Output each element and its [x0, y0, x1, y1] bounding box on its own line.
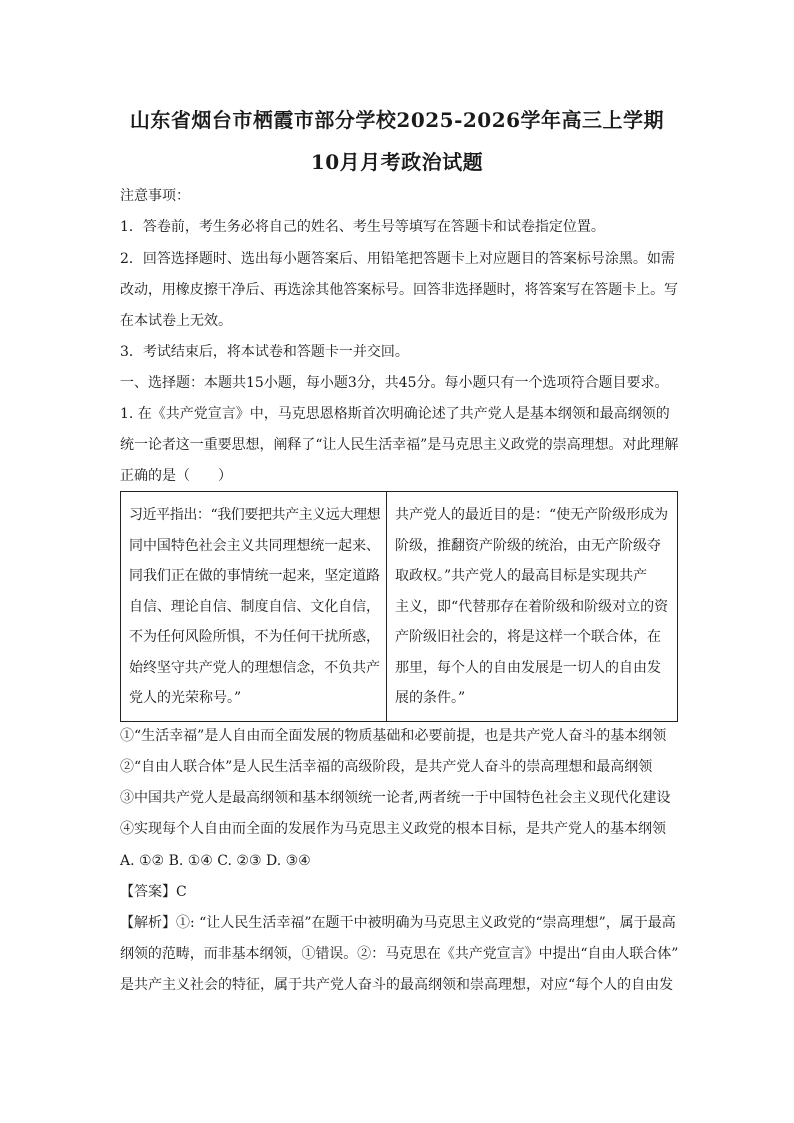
material-left-line: 同我们正在做的事情统一起来，坚定道路 — [129, 568, 380, 584]
notice-item-3: 3．考试结束后，将本试卷和答题卡一并交回。 — [120, 344, 409, 360]
material-right-line: 那里，每个人的自由发展是一切人的自由发 — [395, 659, 661, 676]
analysis-line2: 纲领的范畴，而非基本纲领，①错误。②：马克思在《共产党宣言》中提出“自由人联合体” — [120, 946, 679, 962]
section-heading: 一、选择题：本题共15小题，每小题3分，共45分。每小题只有一个选项符合题目要求。 — [120, 375, 669, 391]
material-left-line: 不为任何风险所惧，不为任何干扰所惑， — [129, 629, 380, 645]
material-left-line: 同中国特色社会主义共同理想统一起来、 — [129, 537, 380, 554]
material-cell-right — [387, 492, 675, 721]
question-stem-line3: 正确的是（ ） — [120, 468, 232, 484]
material-left-line: 自信、理论自信、制度自信、文化自信， — [129, 598, 380, 615]
notice-item-2-line2: 改动，用橡皮擦干净后、再选涂其他答案标号。回答非选择题时，将答案写在答题卡上。写 — [120, 282, 678, 298]
material-left-line: 习近平指出：“我们要把共产主义远大理想 — [129, 507, 381, 523]
material-right-line: 展的条件。” — [395, 690, 466, 706]
option-3: ③中国共产党人是最高纲领和基本纲领统一论者,两者统一于中国特色社会主义现代化建设 — [120, 790, 671, 806]
material-right-line: 主义，即“代替那存在着阶级和阶级对立的资 — [395, 598, 669, 615]
page-title-line2: 10月月考政治试题 — [310, 150, 484, 174]
material-right-line: 产阶级旧社会的，将是这样一个联合体，在 — [395, 629, 661, 645]
material-left-line: 始终坚守共产党人的理想信念，不负共产 — [129, 659, 380, 676]
option-1: ①“生活幸福”是人自由而全面发展的物质基础和必要前提，也是共产党人奋斗的基本纲领 — [120, 728, 667, 744]
notice-item-2-line1: 2．回答选择题时、选出每小题答案后、用铅笔把答题卡上对应题目的答案标号涂黑。如需 — [120, 251, 675, 267]
answer-choices: A. ①② B. ①④ C. ②③ D. ③④ — [120, 853, 311, 869]
material-table — [120, 491, 678, 722]
option-4: ④实现每个人自由而全面的发展作为马克思主义政党的根本目标，是共产党人的基本纲领 — [120, 821, 666, 837]
material-right-line: 共产党人的最近目的是：“使无产阶级形成为 — [395, 507, 669, 523]
material-right-line: 阶级，推翻资产阶级的统治，由无产阶级夺 — [395, 537, 661, 554]
question-stem-line1: 1. 在《共产党宣言》中，马克思恩格斯首次明确论述了共产党人是基本纲领和最高纲领的 — [120, 406, 670, 422]
page-title-line1: 山东省烟台市栖霞市部分学校2025-2026学年高三上学期 — [129, 108, 665, 132]
analysis-line1: 【解析】①: “让人民生活幸福”在题干中被明确为马克思主义政党的“崇高理想”，属于最高 — [120, 915, 676, 931]
notice-heading: 注意事项： — [120, 188, 190, 204]
question-stem-line2: 统一论者这一重要思想，阐释了“让人民生活幸福”是马克思主义政党的崇高理想。对此理解 — [120, 437, 679, 453]
material-right-line: 取政权。”共产党人的最高目标是实现共产 — [395, 568, 648, 584]
material-cell-left — [121, 492, 387, 721]
option-2: ②“自由人联合体”是人民生活幸福的高级阶段，是共产党人奋斗的崇高理想和最高纲领 — [120, 759, 653, 775]
material-left-line: 党人的光荣称号。” — [129, 690, 242, 706]
notice-item-2-line3: 在本试卷上无效。 — [120, 313, 232, 329]
notice-item-1: 1．答卷前，考生务必将自己的姓名、考生号等填写在答题卡和试卷指定位置。 — [120, 219, 605, 235]
answer-line: 【答案】C — [120, 884, 187, 900]
analysis-line3: 是共产主义社会的特征，属于共产党人奋斗的最高纲领和崇高理想，对应“每个人的自由发 — [120, 977, 674, 993]
